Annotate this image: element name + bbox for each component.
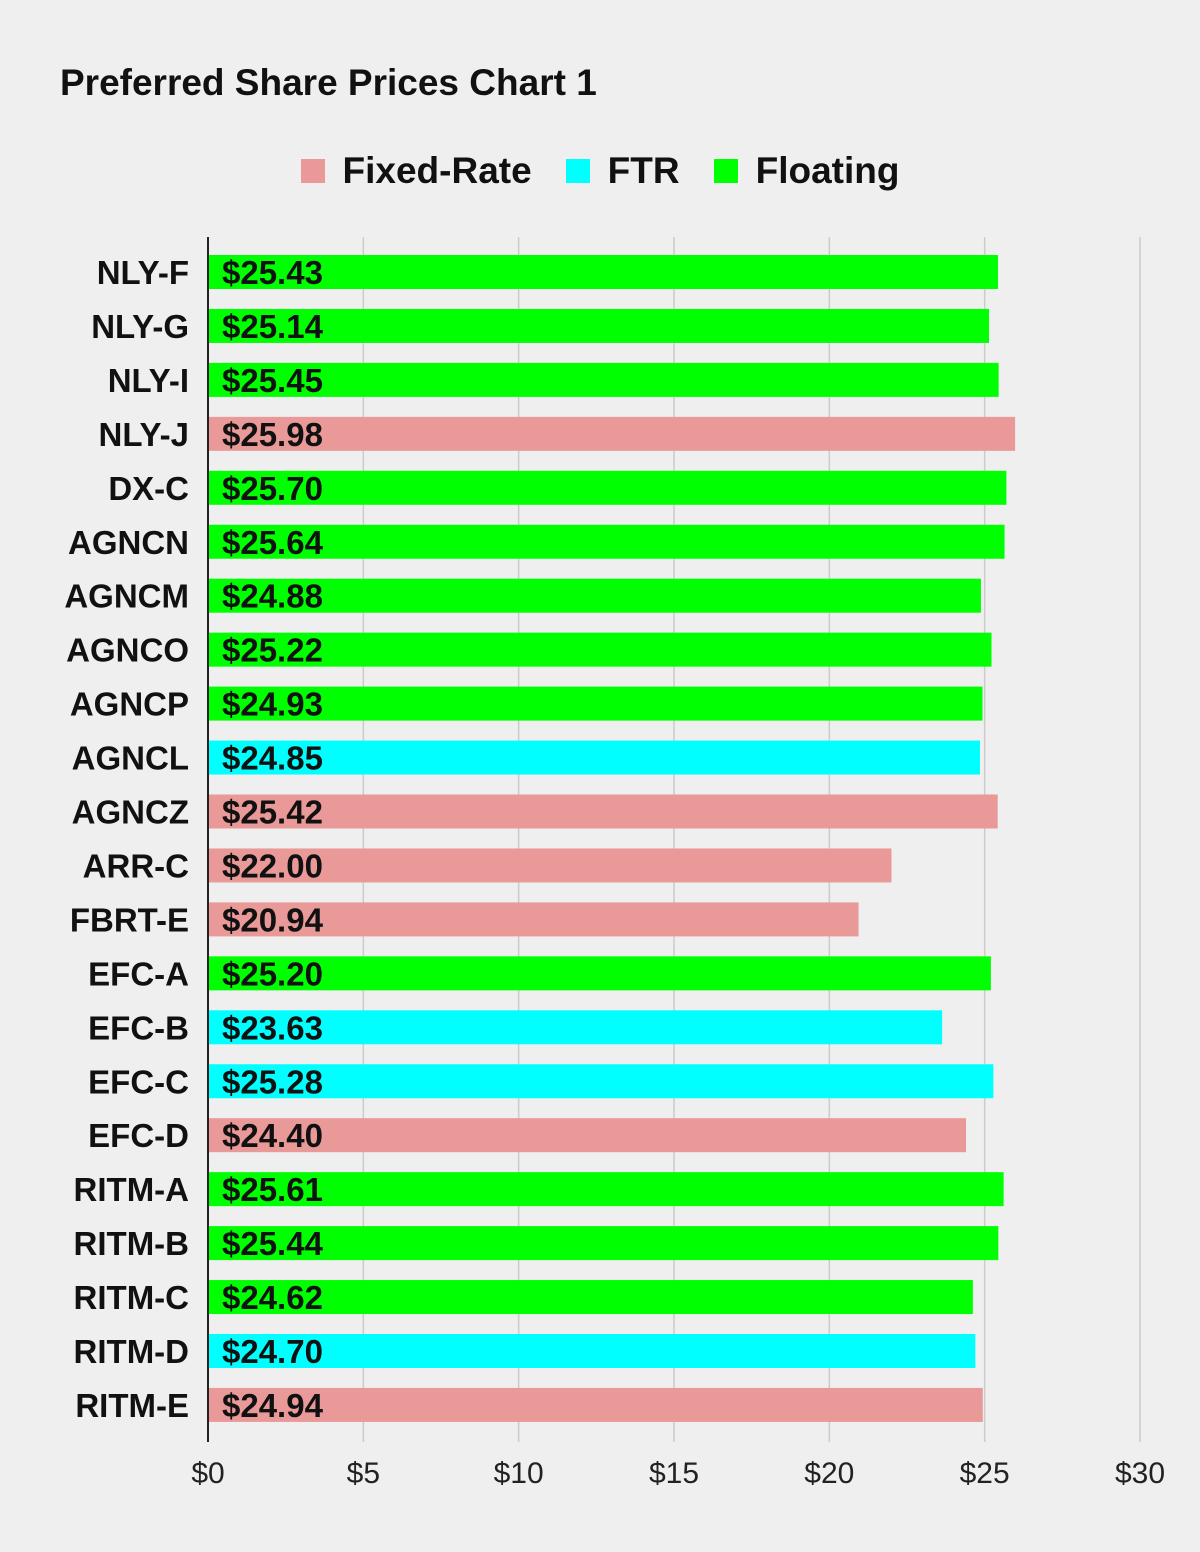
data-label: $25.14	[222, 307, 323, 345]
category-label: AGNCL	[71, 739, 189, 777]
bar	[208, 1225, 998, 1263]
bar	[208, 255, 998, 289]
bar	[208, 633, 992, 667]
data-label: $25.70	[222, 469, 323, 507]
data-label: $25.22	[222, 631, 323, 669]
category-label: RITM-D	[73, 1333, 189, 1370]
category-label: RITM-C	[73, 1279, 189, 1317]
category-label: EFC-B	[88, 1009, 189, 1047]
data-label: $25.20	[222, 955, 323, 993]
category-label: EFC-D	[88, 1117, 189, 1155]
x-tick-label: $30	[1114, 1457, 1166, 1490]
category-label: NLY-F	[96, 254, 189, 291]
legend-label-fixed-rate: Fixed-Rate	[342, 150, 532, 191]
category-label: NLY-J	[98, 415, 189, 453]
data-label: $24.93	[222, 685, 323, 723]
bar	[208, 579, 981, 613]
data-label: $20.94	[222, 901, 323, 939]
data-label: $25.45	[222, 361, 323, 399]
x-tick-label: $25	[959, 1457, 1010, 1490]
category-label: RITM-A	[73, 1171, 189, 1209]
bar	[208, 1388, 983, 1422]
bars	[208, 255, 1015, 1422]
legend-label-ftr: FTR	[607, 150, 680, 191]
x-tick-label: $5	[346, 1457, 381, 1490]
data-label: $25.44	[222, 1225, 323, 1263]
data-label: $25.28	[222, 1063, 323, 1101]
bar	[208, 741, 980, 775]
category-label: NLY-I	[107, 361, 189, 399]
bar	[208, 955, 991, 993]
category-label: RITM-B	[73, 1225, 189, 1263]
data-label: $25.43	[222, 254, 323, 291]
data-label: $24.85	[222, 739, 323, 777]
data-label: $24.40	[222, 1117, 323, 1155]
bar	[208, 363, 999, 397]
category-label: AGNCM	[64, 577, 189, 615]
data-label: $25.98	[222, 415, 323, 453]
legend-label-floating: Floating	[755, 150, 900, 191]
data-label: $22.00	[222, 847, 323, 885]
data-label: $23.63	[222, 1009, 323, 1047]
category-label: RITM-E	[75, 1386, 189, 1424]
chart-title: Preferred Share Prices Chart 1	[60, 62, 597, 103]
x-tick-label: $0	[191, 1457, 225, 1490]
category-label: EFC-C	[88, 1063, 189, 1101]
bar	[208, 1334, 975, 1368]
category-label: AGNCN	[68, 523, 189, 561]
data-label: $25.61	[222, 1171, 323, 1209]
category-label: AGNCZ	[71, 793, 189, 831]
value-labels	[222, 254, 324, 1424]
data-label: $25.42	[222, 793, 323, 831]
bar	[208, 687, 982, 721]
data-label: $24.94	[222, 1386, 323, 1424]
bar	[208, 525, 1005, 559]
category-label: DX-C	[108, 469, 189, 507]
category-label: NLY-G	[91, 307, 189, 345]
x-tick-labels	[191, 1457, 1165, 1490]
x-tick-label: $10	[493, 1457, 544, 1490]
bar	[208, 1171, 1004, 1209]
x-tick-label: $15	[648, 1457, 700, 1490]
data-label: $25.64	[222, 523, 323, 561]
x-tick-label: $20	[804, 1457, 855, 1490]
bar	[208, 471, 1006, 505]
data-label: $24.70	[222, 1333, 323, 1370]
data-label: $24.88	[222, 577, 323, 615]
data-label: $24.62	[222, 1279, 323, 1317]
bar	[208, 1063, 993, 1101]
category-label: EFC-A	[88, 955, 189, 993]
bar	[208, 309, 989, 343]
category-label: AGNCP	[69, 685, 189, 723]
category-label: FBRT-E	[69, 901, 189, 939]
category-labels	[64, 254, 189, 1424]
category-label: AGNCO	[66, 631, 189, 669]
category-label: ARR-C	[82, 847, 189, 885]
bar	[208, 417, 1015, 451]
bar	[208, 795, 998, 829]
